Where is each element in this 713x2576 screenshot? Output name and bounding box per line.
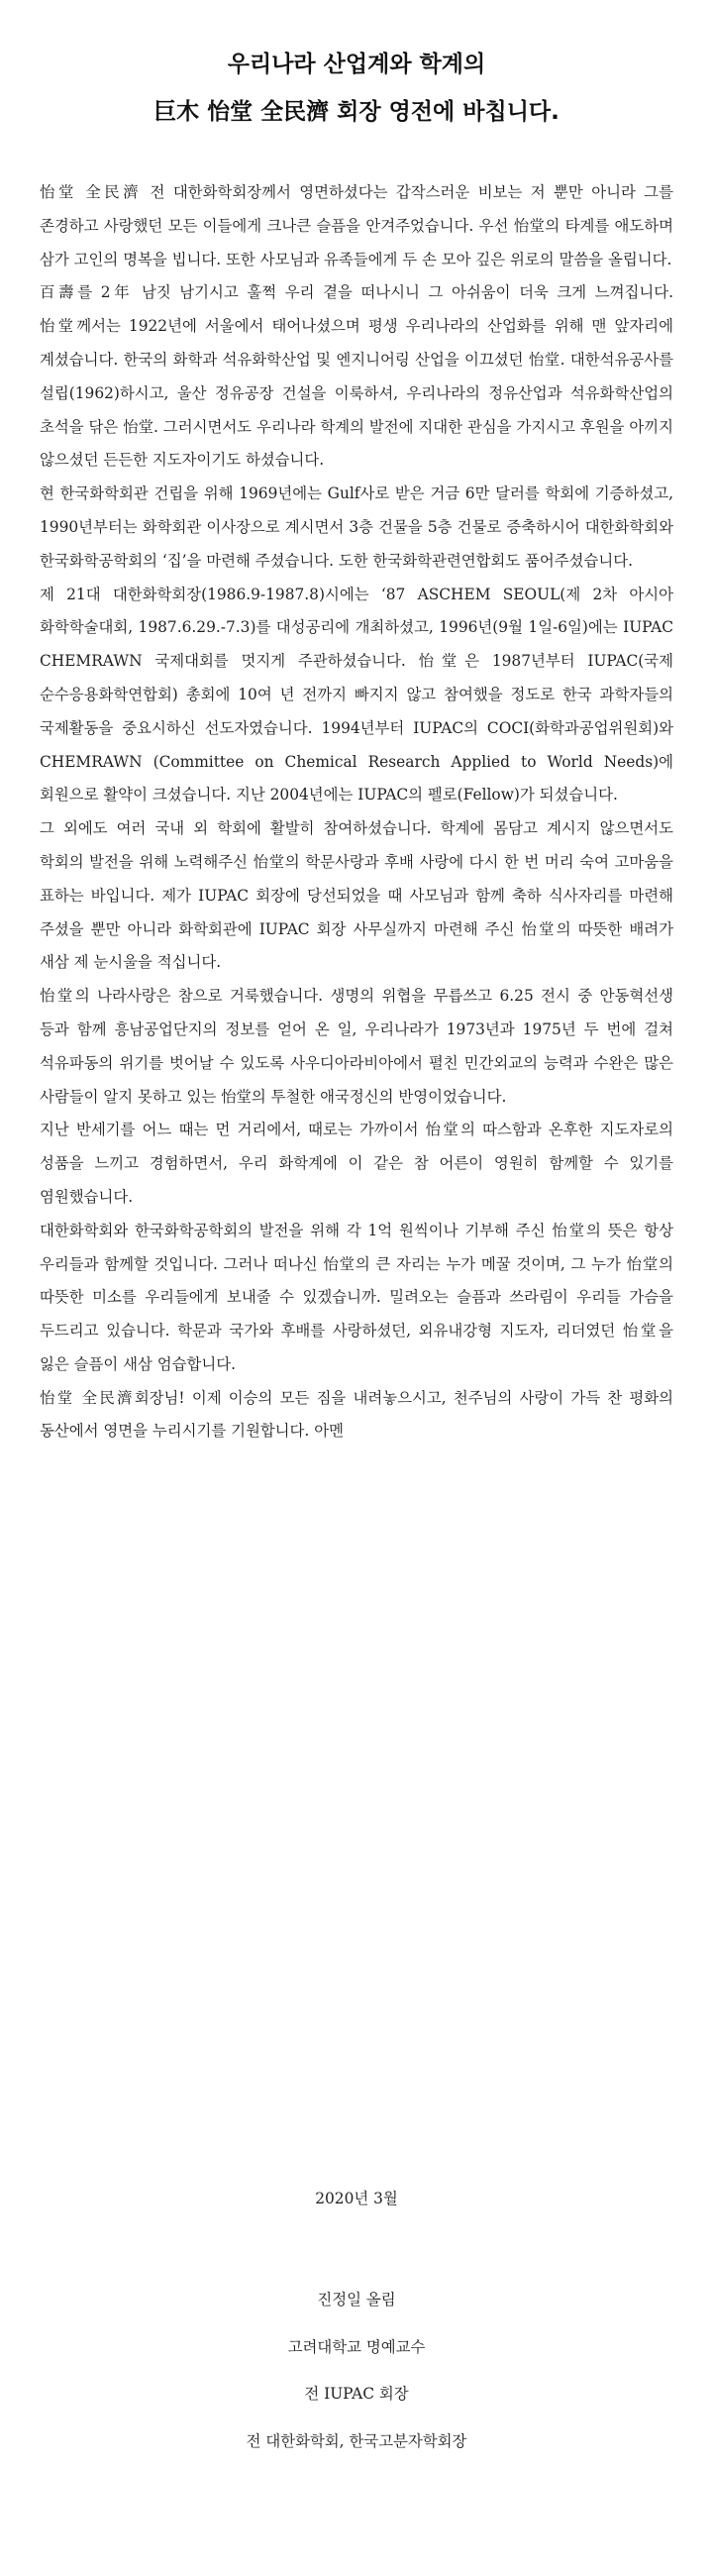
paragraph: 怡堂 全民濟회장님! 이제 이승의 모든 짐을 내려놓으시고, 천주님의 사랑이 가득 찬 평화의 동산에서 영면을 누리시기를 기원합니다. 아멘	[40, 1388, 673, 1441]
paragraph: 그 외에도 여러 국내 외 학회에 활발히 참여하셨습니다. 학계에 몸담고 계시지 않으면서도 학회의 발전을 위해 노력해주신 怡堂의 학문사랑과 후배 사랑에 다시 한 번 머리 숙여 고마움을 표하는 바입니다. 제가 IUPAC 회장에 당선되었을 때 사모님과 함께 축하 식사자리를 마련해 주셨을 뿐만 아니라 화학회관에 IUPAC 회장 사무실까지 마련해 주신 怡堂의 따뜻한 배려가 새삼 제 눈시울을 적십니다.	[40, 819, 673, 972]
paragraph: 지난 반세기를 어느 때는 먼 거리에서, 때로는 가까이서 怡堂의 따스함과 온후한 지도자로의 성품을 느끼고 경험하면서, 우리 화학계에 이 같은 참 어른이 영원히 함께할 수 있기를 염원했습니다.	[40, 1121, 673, 1206]
paragraph: 현 한국화학회관 건립을 위해 1969년에는 Gulf사로 받은 거금 6만 달러를 학회에 기증하셨고, 1990년부터는 화학회관 이사장으로 계시면서 3층 건물을 5층 건물로 증축하시어 대한화학회와 한국화학공학회의 ‘집’을 마련해 주셨습니다. 도한 한국화학관련연합회도 품어주셨습니다.	[40, 484, 673, 570]
date-line: 2020년 3월	[315, 2190, 398, 2207]
title-line-1: 우리나라 산업계와 학계의	[227, 52, 486, 77]
signature-block	[0, 2277, 713, 2465]
paragraph: 怡堂 全民濟 전 대한화학회장께서 영면하셨다는 갑작스러운 비보는 저 뿐만 아니라 그를 존경하고 사랑했던 모든 이들에게 크나큰 슬픔을 안겨주었습니다. 우선 怡堂의 타계를 애도하며 삼가 고인의 명복을 빕니다. 또한 사모님과 유족들에게 두 손 모아 깊은 위로의 말씀을 올립니다.	[40, 183, 673, 268]
paragraph: 제 21대 대한화학회장(1986.9-1987.8)시에는 ‘87 ASCHEM SEOUL(제 2차 아시아 화학학술대회, 1987.6.29.-7.3)를 대성공리에 개최하셨고, 1996년(9월 1일-6일)에는 IUPAC CHEMRAWN 국제대회를 멋지게 주관하셨습니다. 怡堂은 1987년부터 IUPAC(국제 순수응용화학연합회) 총회에 10여 년 전까지 빠지지 않고 참여했을 정도로 한국 과학자들의 국제활동을 중요시하신 선도자였습니다. 1994년부터 IUPAC의 COCI(화학과공업위원회)와 CHEMRAWN (Committee on Chemical Research Applied to World Needs)에 회원으로 활약이 크셨습니다. 지난 2004년에는 IUPAC의 펠로(Fellow)가 되셨습니다.	[40, 585, 673, 805]
paragraph: 百壽를 2年 남짓 남기시고 훌쩍 우리 곁을 떠나시니 그 아쉬움이 더욱 크게 느껴집니다. 怡堂께서는 1922년에 서울에서 태어나셨으며 평생 우리나라의 산업화를 위해 맨 앞자리에 계셨습니다. 한국의 화학과 석유화학산업 및 엔지니어링 산업을 이끄셨던 怡堂. 대한석유공사를 설립(1962)하시고, 울산 정유공장 건설을 이룩하셔, 우리나라의 정유산업과 석유화학산업의 초석을 닦은 怡堂. 그러시면서도 우리나라 학계의 발전에 지대한 관심을 가지시고 후원을 아끼지 않으셨던 든든한 지도자이기도 하셨습니다.	[40, 283, 673, 470]
signature-name: 진정일 올림	[317, 2291, 396, 2308]
signature-title: 전 대한화학회, 한국고분자학회장	[246, 2431, 467, 2450]
paragraph: 대한화학회와 한국화학공학회의 발전을 위해 각 1억 원씩이나 기부해 주신 怡堂의 뜻은 항상 우리들과 함께할 것입니다. 그러나 떠나신 怡堂의 큰 자리는 누가 메꿀 것이며, 그 누가 怡堂의 따뜻한 미소를 우리들에게 보내줄 수 있겠습니까. 밀려오는 슬픔과 쓰라림이 우리들 가슴을 두드리고 있습니다. 학문과 국가와 후배를 사랑하셨던, 외유내강형 지도자, 리더였던 怡堂을 잃은 슬픔이 새삼 엄습합니다.	[40, 1221, 673, 1373]
title-line-2: 巨木 怡堂 全民濟 회장 영전에 바칩니다.	[153, 99, 560, 125]
signature-title: 전 IUPAC 회장	[304, 2385, 409, 2403]
signature-title: 고려대학교 명예교수	[287, 2337, 426, 2356]
memorial-body	[40, 176, 673, 1449]
paragraph: 怡堂의 나라사랑은 참으로 거룩했습니다. 생명의 위협을 무릅쓰고 6.25 전시 중 안동혁선생 등과 함께 흥남공업단지의 정보를 얻어 온 일, 우리나라가 1973년과 1975년 두 번에 걸쳐 석유파동의 위기를 벗어날 수 있도록 사우디아라비아에서 펼친 민간외교의 능력과 수완은 많은 사람들이 알지 못하고 있는 怡堂의 투철한 애국정신의 반영이었습니다.	[40, 987, 673, 1106]
